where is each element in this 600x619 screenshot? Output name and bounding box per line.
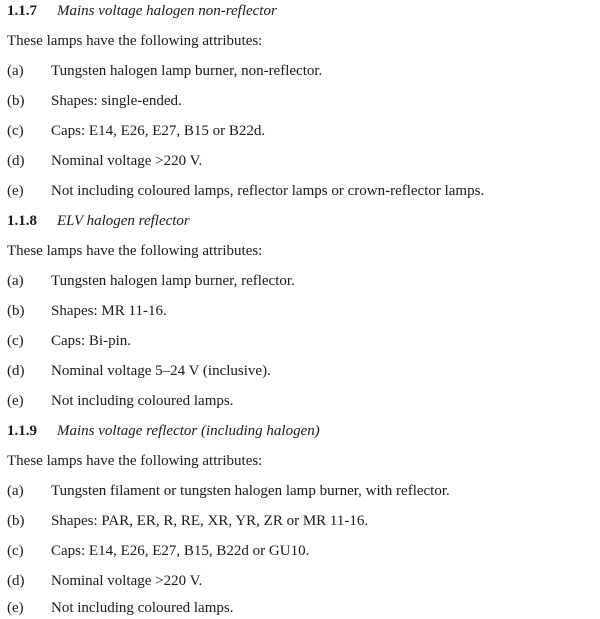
item-text: Not including coloured lamps.	[51, 600, 234, 616]
item-text: Caps: E14, E26, E27, B15 or B22d.	[51, 123, 266, 139]
section-intro: These lamps have the following attributes:	[7, 453, 263, 469]
section-title: Mains voltage halogen non-reflector	[57, 3, 277, 19]
item-label: (a)	[7, 483, 24, 499]
item-label: (a)	[7, 273, 24, 289]
item-text: Shapes: PAR, ER, R, RE, XR, YR, ZR or MR 11-16.	[51, 513, 369, 529]
list-item	[7, 480, 450, 502]
item-label: (d)	[7, 363, 25, 379]
item-label: (c)	[7, 543, 24, 559]
item-text: Tungsten filament or tungsten halogen lamp burner, with reflector.	[51, 483, 450, 499]
item-label: (d)	[7, 573, 25, 589]
list-item	[7, 60, 322, 82]
item-label: (e)	[7, 393, 24, 409]
section-title: Mains voltage reflector (including halogen)	[57, 423, 320, 439]
item-label: (b)	[7, 93, 25, 109]
list-item	[7, 360, 271, 382]
list-item	[7, 300, 167, 322]
section-intro: These lamps have the following attributes:	[7, 243, 263, 259]
list-item	[7, 540, 309, 562]
list-item	[7, 330, 131, 352]
item-text: Shapes: single-ended.	[51, 93, 182, 109]
item-label: (e)	[7, 600, 24, 616]
item-label: (b)	[7, 303, 25, 319]
section-number: 1.1.7	[7, 3, 37, 19]
list-item	[7, 150, 202, 172]
list-item	[7, 597, 233, 619]
section-title: ELV halogen reflector	[57, 213, 190, 229]
section-heading-1-1-9	[7, 420, 320, 442]
section-number: 1.1.8	[7, 213, 37, 229]
item-label: (a)	[7, 63, 24, 79]
list-item	[7, 570, 202, 592]
item-label: (c)	[7, 123, 24, 139]
item-text: Caps: E14, E26, E27, B15, B22d or GU10.	[51, 543, 310, 559]
item-text: Caps: Bi-pin.	[51, 333, 132, 349]
list-item	[7, 90, 182, 112]
list-item	[7, 390, 233, 412]
list-item	[7, 510, 368, 532]
item-text: Not including coloured lamps.	[51, 393, 234, 409]
item-label: (b)	[7, 513, 25, 529]
section-heading-1-1-7	[7, 0, 277, 22]
list-item	[7, 120, 265, 142]
item-label: (c)	[7, 333, 24, 349]
section-intro: These lamps have the following attributes:	[7, 33, 263, 49]
list-item	[7, 270, 295, 292]
item-text: Shapes: MR 11-16.	[51, 303, 167, 319]
section-number: 1.1.9	[7, 423, 37, 439]
item-label: (d)	[7, 153, 25, 169]
item-label: (e)	[7, 183, 24, 199]
item-text: Tungsten halogen lamp burner, non-reflector.	[51, 63, 323, 79]
item-text: Nominal voltage >220 V.	[51, 153, 203, 169]
item-text: Tungsten halogen lamp burner, reflector.	[51, 273, 295, 289]
item-text: Nominal voltage 5–24 V (inclusive).	[51, 363, 271, 379]
list-item	[7, 180, 484, 202]
section-heading-1-1-8	[7, 210, 190, 232]
item-text: Not including coloured lamps, reflector lamps or crown-reflector lamps.	[51, 183, 485, 199]
item-text: Nominal voltage >220 V.	[51, 573, 203, 589]
